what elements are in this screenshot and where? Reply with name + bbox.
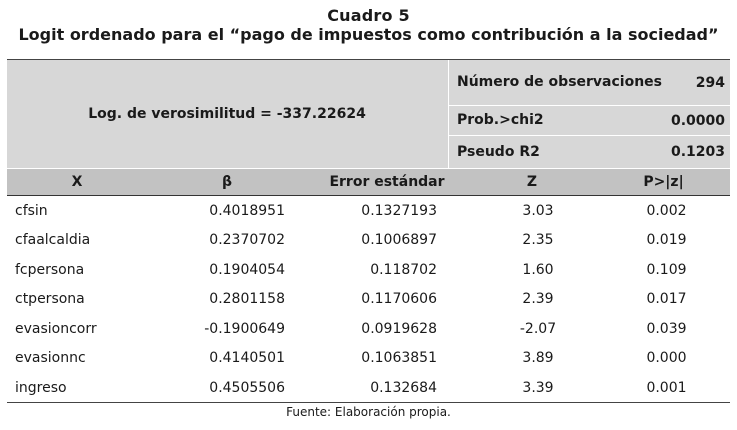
model-summary: [7, 59, 730, 168]
cell-z: 1.60: [522, 261, 554, 278]
cell-z: 2.35: [522, 232, 554, 249]
cell-std-error: 0.1327193: [361, 202, 437, 219]
cell-variable: ingreso: [15, 379, 67, 396]
cell-std-error: 0.132684: [370, 379, 437, 396]
cell-variable: fcpersona: [15, 261, 85, 278]
cell-variable: cfaalcaldia: [15, 232, 91, 249]
source-note: Fuente: Elaboración propia.: [286, 405, 451, 419]
table-row: [7, 255, 730, 285]
stat-label: Pseudo R2: [457, 143, 540, 160]
table-body: [7, 196, 730, 403]
column-header-beta: β: [221, 174, 233, 190]
log-likelihood: Log. de verosimilitud = -337.22624: [88, 106, 366, 122]
cell-variable: ctpersona: [15, 291, 85, 308]
cell-beta: 0.2801158: [209, 291, 285, 308]
stat-prob-chi2: [448, 106, 731, 136]
cell-p-value: 0.019: [646, 232, 687, 249]
table-number: Cuadro 5: [327, 6, 410, 25]
cell-beta: 0.4140501: [209, 350, 285, 367]
table-header: [7, 168, 730, 196]
cell-z: 2.39: [522, 291, 554, 308]
bottom-rule: [7, 402, 730, 403]
column-header-x: X: [71, 174, 83, 190]
column-header-z: Z: [526, 174, 538, 190]
table-row: [7, 373, 730, 403]
table-row: [7, 344, 730, 374]
cell-p-value: 0.001: [646, 379, 687, 396]
cell-beta: 0.4505506: [209, 379, 285, 396]
cell-std-error: 0.118702: [370, 261, 437, 278]
cell-p-value: 0.039: [646, 320, 687, 337]
cell-std-error: 0.1006897: [361, 232, 437, 249]
stat-value: 294: [695, 74, 725, 91]
table-row: [7, 314, 730, 344]
stat-value: 0.0000: [670, 112, 725, 129]
cell-beta: -0.1900649: [204, 320, 285, 337]
cell-variable: evasioncorr: [15, 320, 97, 337]
cell-p-value: 0.017: [646, 291, 687, 308]
stat-label: Número de observaciones: [457, 74, 663, 90]
cell-std-error: 0.1170606: [361, 291, 437, 308]
cell-z: 3.39: [522, 379, 554, 396]
table-row: [7, 196, 730, 226]
cell-p-value: 0.002: [646, 202, 687, 219]
table-row: [7, 285, 730, 315]
stat-observations: [448, 60, 731, 106]
stat-value: 0.1203: [670, 144, 725, 160]
table-row: [7, 226, 730, 256]
column-header-std-error: Error estándar: [329, 174, 445, 190]
cell-beta: 0.2370702: [209, 232, 285, 249]
cell-variable: evasionnc: [15, 350, 86, 367]
cell-beta: 0.4018951: [209, 202, 285, 219]
cell-p-value: 0.000: [646, 350, 687, 367]
stat-pseudo-r2: [448, 136, 731, 168]
cell-std-error: 0.1063851: [361, 350, 437, 367]
cell-variable: cfsin: [15, 202, 48, 219]
stat-label: Prob.>chi2: [457, 112, 544, 128]
cell-z: 3.89: [522, 350, 554, 367]
table-title: Logit ordenado para el “pago de impuestos como contribución a la sociedad”: [18, 25, 719, 44]
cell-p-value: 0.109: [646, 261, 687, 278]
cell-z: 3.03: [522, 202, 554, 219]
cell-z: -2.07: [519, 320, 557, 337]
cell-std-error: 0.0919628: [361, 320, 437, 337]
column-header-p-value: P>|z|: [643, 174, 684, 190]
cell-beta: 0.1904054: [209, 261, 285, 278]
